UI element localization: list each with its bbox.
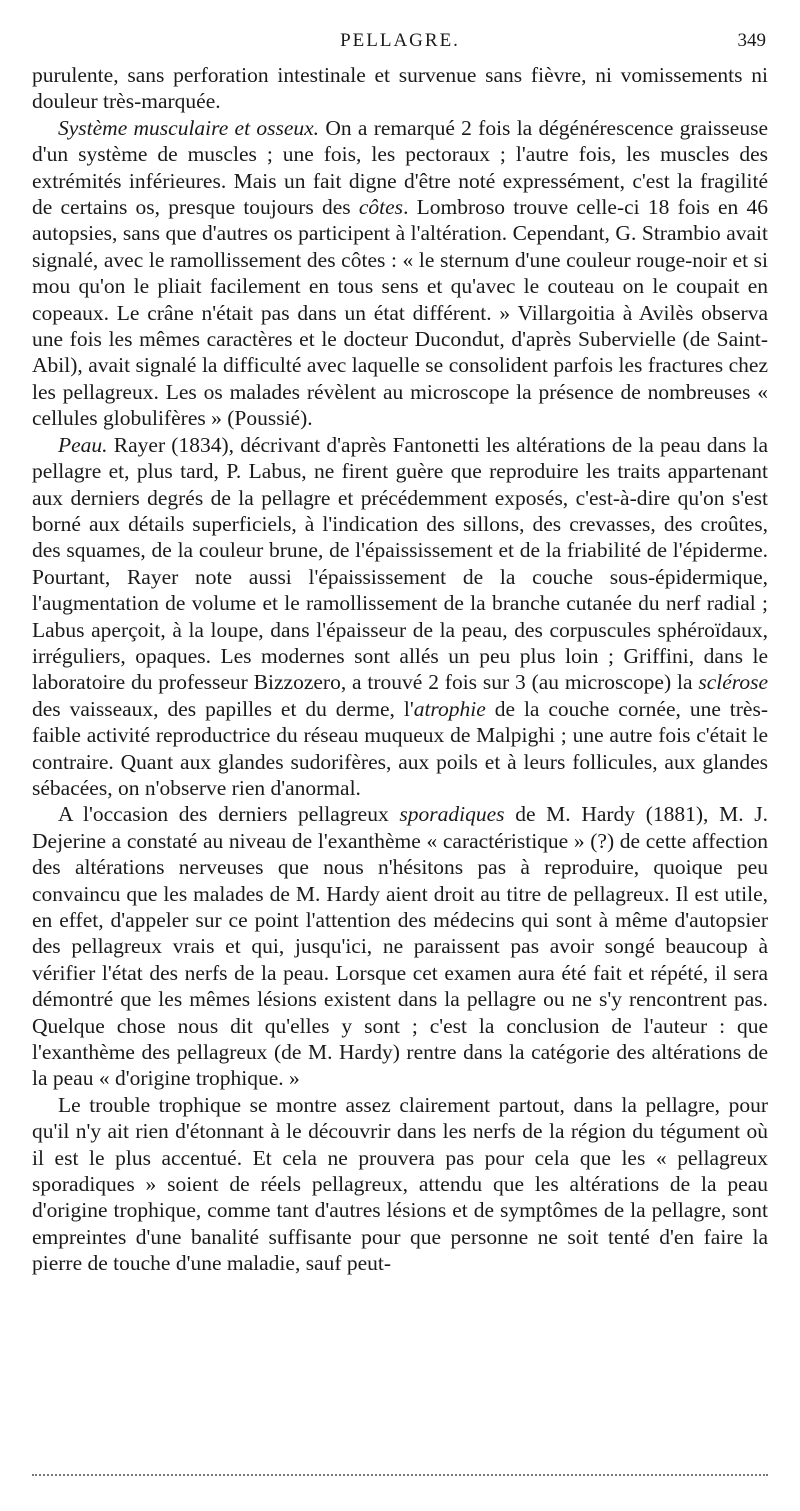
paragraph-muscular-system: Système musculaire et osseux. On a remarqué 2 fois la dégénérescence graisseuse d'un système de muscles ; une fois, les pectoraux ; l'autre fois, les muscles des extrémités inférieures. Mais un fait digne d'être noté expressément, c'est la fragilité de certains os, presque toujours des côtes. Lombroso trouve celle-ci 18 fois en 46 autopsies, sans que d'autres os participent à l'altération. Cependant, G. Strambio avait signalé, avec le ramollissement des côtes : « le sternum d'une couleur rouge-noir et si mou qu'on le pliait facilement en tous sens et qu'avec le couteau on le coupait en copeaux. Le crâne n'était pas dans un état différent. » Villargoitia à Avilès observa une fois les mêmes caractères et le docteur Ducondut, d'après Subervielle (de Saint-Abil), avait signalé la difficulté avec laquelle se consolident parfois les fractures chez les pellagreux. Les os malades révèlent au microscope la présence de nombreuses « cellules globulifères » (Poussié). <box>32 115 768 431</box>
running-title: PELLAGRE. <box>340 30 460 51</box>
emphasis-atrophie: atrophie <box>413 696 486 721</box>
running-head <box>32 30 768 56</box>
section-heading-skin: Peau. <box>58 432 108 457</box>
footer-rule <box>32 1474 768 1476</box>
page-number: 349 <box>737 30 766 51</box>
paragraph-sporadic-cases: A l'occasion des derniers pellagreux sporadiques de M. Hardy (1881), M. J. Dejerine a constaté au niveau de l'exanthème « caractéristique » (?) de cette affection des altérations nerveuses que nous n'hésitons pas à reproduire, quoique peu convaincu que les malades de M. Hardy aient droit au titre de pellagreux. Il est utile, en effet, d'appeler sur ce point l'attention des médecins qui sont à même d'autopsier des pellagreux vrais et qui, jusqu'ici, ne paraissent pas avoir songé beaucoup à vérifier l'état des nerfs de la peau. Lorsque cet examen aura été fait et répété, il sera démontré que les mêmes lésions existent dans la pellagre ou ne s'y rencontrent pas. Quelque chose nous dit qu'elles y sont ; c'est la conclusion de l'auteur : que l'exanthème des pellagreux (de M. Hardy) rentre dans la catégorie des altérations de la peau « d'origine trophique. » <box>32 802 768 1091</box>
body-text <box>32 62 768 1277</box>
paragraph-trophic-trouble: Le trouble trophique se montre assez clairement partout, dans la pellagre, pour qu'il n'y ait rien d'étonnant à le découvrir dans les nerfs de la région du tégument où il est le plus accentué. Et cela ne prouvera pas pour cela que les « pellagreux sporadiques » soient de réels pellagreux, attendu que les altérations de la peau d'origine trophique, comme tant d'autres lésions et de symptômes de la pellagre, sont empreintes d'une banalité suffisante pour que personne ne soit tenté d'en faire la pierre de touche d'une maladie, sauf peut- <box>32 1092 768 1276</box>
section-heading-muscular-osseous: Système musculaire et osseux. <box>58 115 320 140</box>
emphasis-cotes: côtes <box>358 195 404 220</box>
paragraph-skin: Peau. Rayer (1834), décrivant d'après Fantonetti les altérations de la peau dans la pellagre et, plus tard, P. Labus, ne firent guère que reproduire les traits appartenant aux derniers degrés de la pellagre et précédemment exposés, c'est-à-dire qu'on s'est borné aux détails superficiels, à l'indication des sillons, des crevasses, des croûtes, des squames, de la couleur brune, de l'épaississement et de la friabilité de l'épiderme. Pourtant, Rayer note aussi l'épaississement de la couche sous-épidermique, l'augmentation de volume et le ramollissement de la branche cutanée du nerf radial ; Labus aperçoit, à la loupe, dans l'épaisseur de la peau, des corpuscules sphéroïdaux, irréguliers, opaques. Les modernes sont allés un peu plus loin ; Griffini, dans le laboratoire du professeur Bizzozero, a trouvé 2 fois sur 3 (au microscope) la sclérose des vaisseaux, des papilles et du derme, l'atrophie de la couche cornée, une très-faible activité reproductrice du réseau muqueux de Malpighi ; une autre fois c'était le contraire. Quant aux glandes sudorifères, aux poils et à leurs follicules, aux glandes sébacées, on n'observe rien d'anormal. <box>32 432 769 800</box>
emphasis-sporadiques: sporadiques <box>399 802 505 827</box>
emphasis-sclerose: sclérose <box>698 670 768 695</box>
paragraph-continuation: purulente, sans perforation intestinale et survenue sans fièvre, ni vomissements ni douleur très-marquée. <box>32 63 768 114</box>
